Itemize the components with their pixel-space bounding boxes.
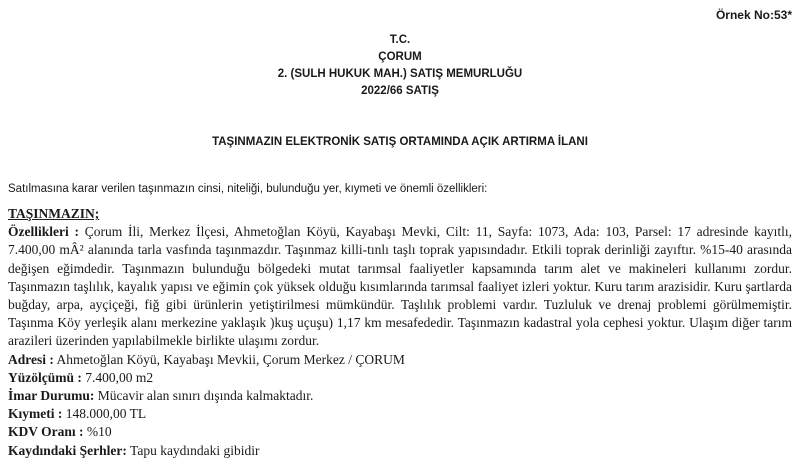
zoning-row: [8, 387, 792, 405]
area-label: Yüzölçümü :: [8, 369, 82, 385]
address-label: Adresi :: [8, 351, 54, 367]
value-row: [8, 405, 792, 423]
property-details: [8, 205, 792, 460]
header-tc: T.C.: [389, 34, 411, 46]
features-label: Özellikleri :: [8, 224, 79, 240]
features-text: Çorum İli, Merkez İlçesi, Ahmetoğlan Köyü, Kayabaşı Mevki, Cilt: 11, Sayfa: 1073, Ada: 103, Parsel: 17 adresinde kayıtlı, 7.400,00 mÂ² alanında tarla vasfında taşınmazdır. Taşınmaz killi-tınlı taşlı toprak yapısındadır. Etkili toprak derinliği zayıftır. %15-40 arasında değişen eğimdedir. Taşınmazın bulunduğu bölgedeki mutat tarımsal faaliyetler kapsamında tarım alet ve makineleri kullanımı zordur. Taşınmazın taşlılık, kayalık yapısı ve eğimin çok yüksek olduğu kısımlarında tarımsal faaliyet izleri yoktur. Kuru tarım arazisidir. Kuru şartlarda buğday, arpa, ayçiçeği, fiğ gibi ürünlerin yetiştirilmesi mümkündür. Taşlılık problemi vardır. Tuzluluk ve drenaj problemi görülmemiştir. Taşınma Köy yerleşik alanı merkezine yaklaşık )kuş uçuşu) 1,17 km mesafededir. Taşınmazın kadastral yola cephesi yoktur. Ulaşım diğer tarım arazileri üzerinden yapılabilmekle birlikte ulaşımı zordur.: [8, 224, 792, 349]
annotations-label: Kaydındaki Şerhler:: [8, 442, 127, 458]
value-amount: 148.000,00 TL: [62, 406, 147, 422]
intro-text: Satılmasına karar verilen taşınmazın cinsi, niteliği, bulunduğu yer, kıymeti ve önemli özellikleri:: [8, 183, 488, 195]
vat-label: KDV Oranı :: [8, 424, 84, 440]
annotations-value: Tapu kaydındaki gibidir: [126, 442, 260, 458]
address-value: Ahmetoğlan Köyü, Kayabaşı Mevkii, Çorum Merkez / ÇORUM: [53, 351, 405, 367]
features-paragraph: [8, 223, 792, 350]
header-file-number: 2022/66 SATIŞ: [361, 85, 439, 97]
ornek-number: Örnek No:53*: [715, 8, 792, 22]
annotations-row: [8, 442, 792, 460]
header-office: 2. (SULH HUKUK MAH.) SATIŞ MEMURLUĞU: [277, 68, 523, 80]
section-heading: TAŞINMAZIN;: [8, 206, 100, 221]
vat-row: [8, 423, 792, 441]
zoning-label: İmar Durumu:: [8, 388, 95, 404]
value-label: Kıymeti :: [8, 406, 63, 422]
vat-value: %10: [83, 424, 112, 440]
zoning-value: Mücavir alan sınırı dışında kalmaktadır.: [94, 388, 314, 404]
header-city: ÇORUM: [378, 51, 422, 63]
area-value: 7.400,00 m2: [81, 369, 154, 385]
area-row: [8, 369, 792, 387]
document-header: [0, 32, 800, 100]
address-row: [8, 351, 792, 369]
announcement-title: TAŞINMAZIN ELEKTRONİK SATIŞ ORTAMINDA AÇIK ARTIRMA İLANI: [212, 136, 588, 148]
